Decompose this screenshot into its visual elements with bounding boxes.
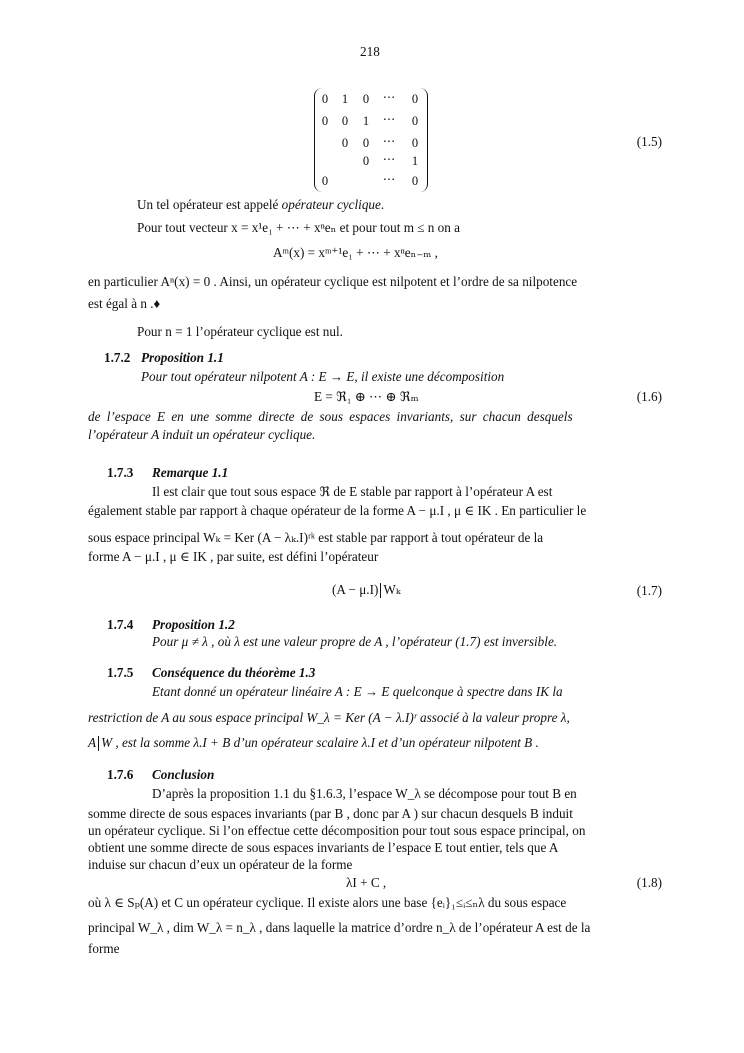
formula: (A − μ.I) Wₖ	[332, 582, 401, 597]
paragraph-line: somme directe de sous espaces invariants (par B , donc par A ) sur chacun desquels B induit	[88, 806, 573, 821]
section-title: Proposition 1.1	[141, 350, 224, 365]
formula: Aᵐ(x) = xᵐ⁺¹e₁ + ⋯ + xⁿeₙ₋ₘ ,	[273, 245, 438, 260]
equation-number: (1.7)	[636, 583, 662, 598]
paragraph-line: Un tel opérateur est appelé opérateur cyclique.	[137, 197, 385, 212]
formula: λI + C ,	[346, 875, 387, 890]
paragraph-line: principal W_λ , dim W_λ = n_λ , dans laquelle la matrice d’ordre n_λ de l’opérateur A est de la	[88, 920, 591, 935]
paragraph-line: un opérateur cyclique. Si l’on effectue cette décomposition pour tout sous espace principal, on	[88, 823, 586, 838]
matrix-cell: ⋯	[382, 112, 396, 126]
matrix-cell: 0	[362, 154, 370, 168]
restriction-bar	[98, 736, 99, 751]
matrix-cell: ⋯	[382, 90, 396, 104]
paragraph-line: Pour tout opérateur nilpotent A : E → E, il existe une décomposition	[141, 369, 505, 384]
paragraph-line: forme	[88, 941, 120, 956]
cyclic-operator-matrix	[314, 88, 428, 192]
equation-number: (1.6)	[636, 389, 662, 404]
matrix-cell: 0	[321, 174, 329, 188]
matrix-cell: 0	[411, 114, 419, 128]
matrix-cell: 0	[411, 174, 419, 188]
paragraph-line: est égal à n .♦	[88, 296, 161, 311]
paragraph-line: A W , est la somme λ.I + B d’un opérateur scalaire λ.I et d’un opérateur nilpotent B .	[88, 735, 539, 750]
matrix-cell: 1	[341, 92, 349, 106]
matrix-cell: 0	[362, 92, 370, 106]
paragraph-line: Pour tout vecteur x = x¹e₁ + ⋯ + xⁿeₙ et pour tout m ≤ n on a	[137, 220, 461, 235]
paragraph-line: où λ ∈ Sₚ(A) et C un opérateur cyclique. Il existe alors une base {eᵢ}₁≤ᵢ≤ₙλ du sous espace	[88, 895, 567, 910]
paragraph-line: forme A − μ.I , μ ∈ IK , par suite, est défini l’opérateur	[88, 549, 379, 564]
section-title: Conclusion	[152, 767, 215, 782]
paragraph-line: restriction de A au sous espace principal W_λ = Ker (A − λ.I)ʳ associé à la valeur propre λ,	[88, 710, 570, 725]
matrix-cell: ⋯	[382, 172, 396, 186]
paragraph-line: Pour μ ≠ λ , où λ est une valeur propre de A , l’opérateur (1.7) est inversible.	[152, 634, 558, 649]
section-title: Remarque 1.1	[152, 465, 229, 480]
equation-number: (1.8)	[636, 875, 662, 890]
section-number: 1.7.3	[107, 465, 134, 480]
section-number: 1.7.6	[107, 767, 134, 782]
paragraph-line: Etant donné un opérateur linéaire A : E → E quelconque à spectre dans IK la	[152, 684, 563, 699]
matrix-cell: 0	[362, 136, 370, 150]
paragraph-line: de l’espace E en une somme directe de sous espaces invariants, sur chacun desquels	[88, 409, 573, 424]
paragraph-line: en particulier Aⁿ(x) = 0 . Ainsi, un opérateur cyclique est nilpotent et l’ordre de sa nilpotence	[88, 274, 578, 289]
paragraph-line: également stable par rapport à chaque opérateur de la forme A − μ.I , μ ∈ IK . En particulier le	[88, 503, 587, 518]
section-number: 1.7.4	[107, 617, 134, 632]
paragraph-line: sous espace principal Wₖ = Ker (A − λₖ.I)ʳᵏ est stable par rapport à tout opérateur de la	[88, 530, 544, 545]
restriction-bar	[380, 583, 381, 598]
matrix-cell: ⋯	[382, 134, 396, 148]
equation-number: (1.5)	[636, 134, 662, 149]
matrix-cell: 0	[341, 136, 349, 150]
paragraph-line: obtient une somme directe de sous espaces invariants de l’espace E tout entier, tels que A	[88, 840, 559, 855]
matrix-cell: ⋯	[382, 152, 396, 166]
formula: E = ℜ₁ ⊕ ⋯ ⊕ ℜₘ	[314, 389, 419, 404]
section-title: Proposition 1.2	[152, 617, 235, 632]
paragraph-line: Il est clair que tout sous espace ℜ de E stable par rapport à l’opérateur A est	[152, 484, 553, 499]
paragraph-line: D’après la proposition 1.1 du §1.6.3, l’espace W_λ se décompose pour tout B en	[152, 786, 577, 801]
matrix-cell: 0	[411, 92, 419, 106]
matrix-cell: 1	[411, 154, 419, 168]
section-number: 1.7.5	[107, 665, 134, 680]
matrix-cell: 1	[362, 114, 370, 128]
matrix-cell: 0	[411, 136, 419, 150]
matrix-cell: 0	[341, 114, 349, 128]
matrix-cell: 0	[321, 114, 329, 128]
section-title: Conséquence du théorème 1.3	[152, 665, 316, 680]
section-number: 1.7.2	[104, 350, 131, 365]
paragraph-line: Pour n = 1 l’opérateur cyclique est nul.	[137, 324, 343, 339]
matrix-cell: 0	[321, 92, 329, 106]
paragraph-line: l’opérateur A induit un opérateur cyclique.	[88, 427, 316, 442]
paragraph-line: induise sur chacun d’eux un opérateur de la forme	[88, 857, 353, 872]
page-number: 218	[360, 44, 380, 59]
